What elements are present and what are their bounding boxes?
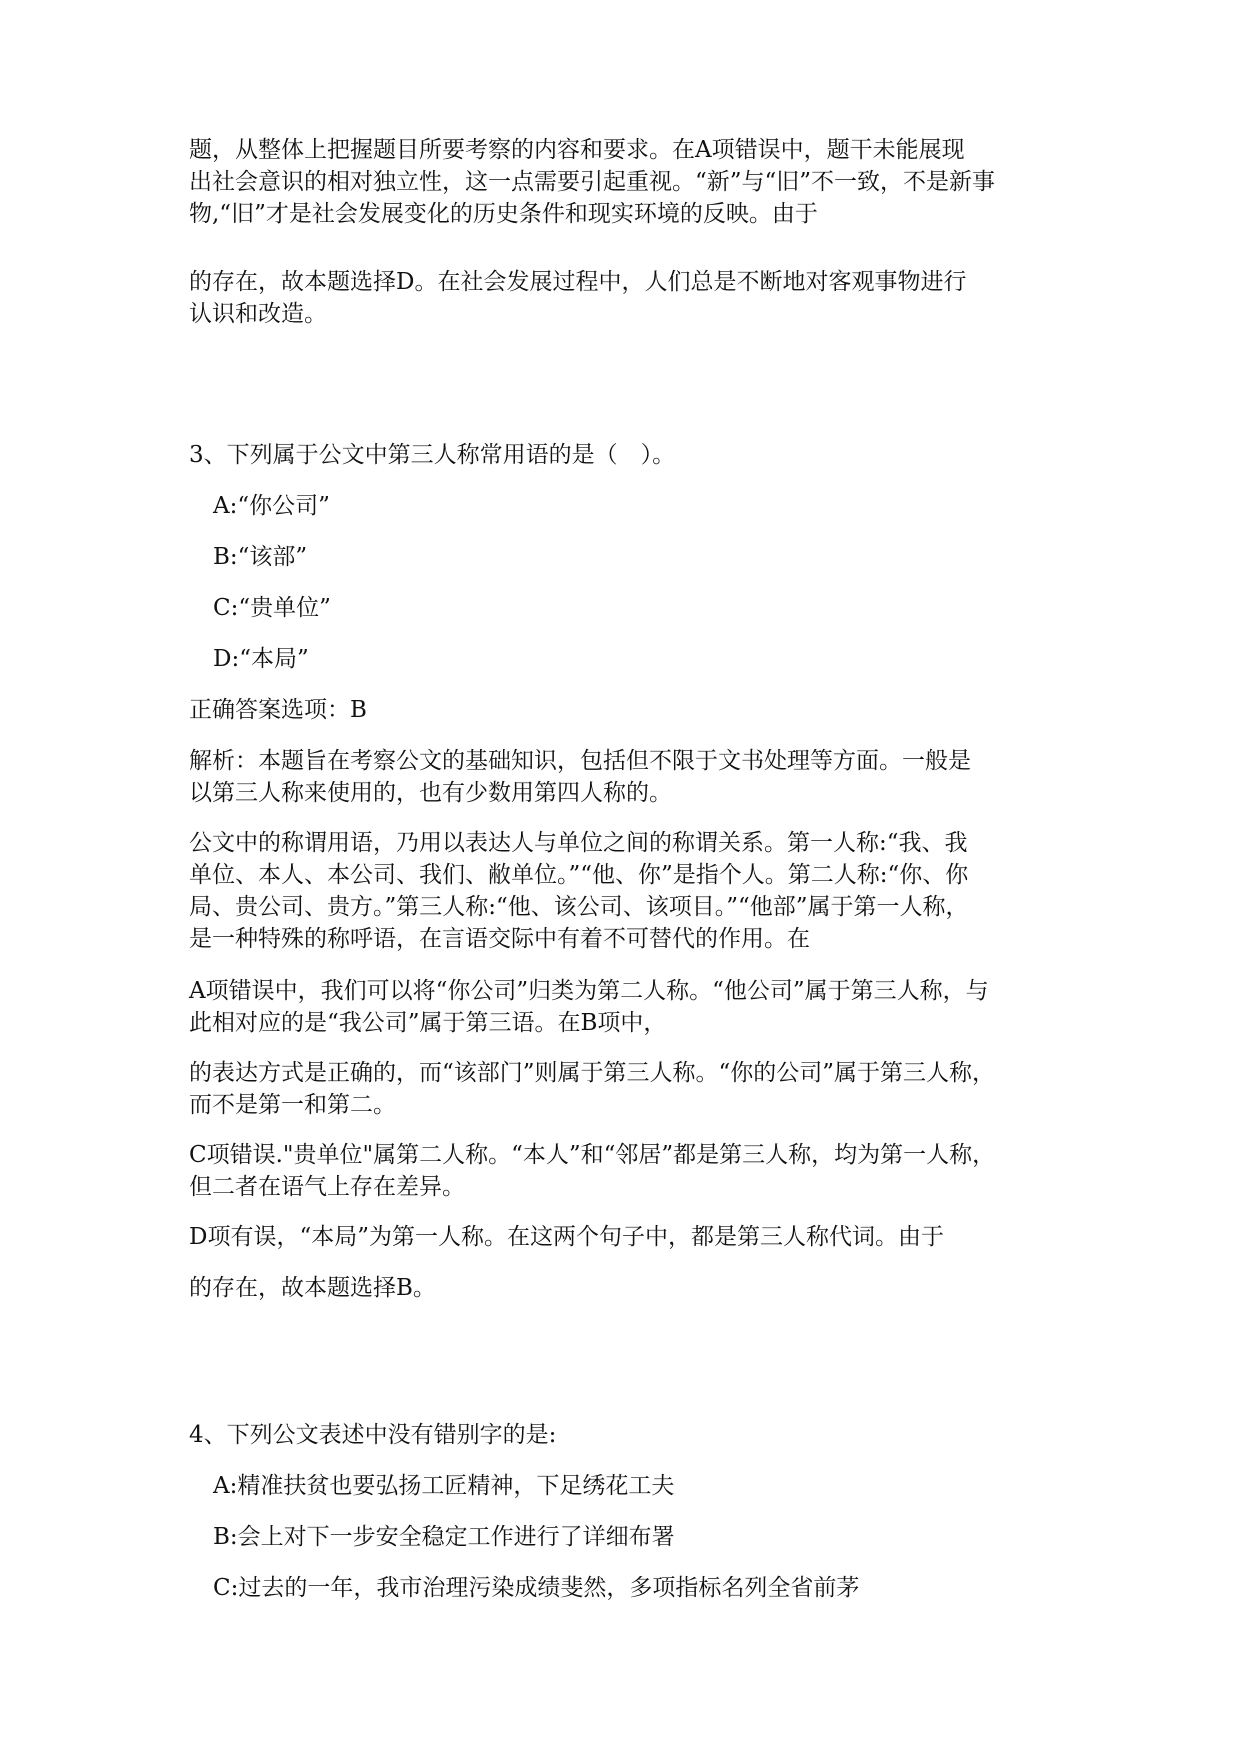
question-3-option-b: B:“该部” (213, 544, 308, 570)
question-3-analysis: 的存在，故本题选择B。 (189, 1275, 436, 1301)
question-3-analysis: 的表达方式是正确的，而“该部门”则属于第三人称。“你的公司”属于第三人称， 而不是第一和第二。 (189, 1060, 996, 1118)
question-3-analysis: D项有误，“本局”为第一人称。在这两个句子中，都是第三人称代词。由于 (189, 1224, 944, 1250)
question-4-option-b: B:会上对下一步安全稳定工作进行了详细布署 (213, 1524, 675, 1550)
prev-explanation-paragraph: 的存在，故本题选择D。在社会发展过程中，人们总是不断地对客观事物进行 认识和改造。 (189, 269, 967, 327)
question-4-option-a: A:精准扶贫也要弘扬工匠精神，下足绣花工夫 (213, 1473, 675, 1499)
question-3-analysis: 解析：本题旨在考察公文的基础知识，包括但不限于文书处理等方面。一般是 以第三人称来使用的，也有少数用第四人称的。 (189, 748, 971, 806)
question-3-option-a: A:“你公司” (213, 493, 330, 519)
question-3-stem: 3、下列属于公文中第三人称常用语的是（ ）。 (189, 442, 676, 468)
prev-explanation-paragraph: 题，从整体上把握题目所要考察的内容和要求。在A项错误中，题干未能展现 出社会意识的相对独立性，这一点需要引起重视。“新”与“旧”不一致，不是新事 物,“旧”才是社会发展变化的历史条件和现实环境的反映。由于 (189, 137, 996, 227)
question-4-stem: 4、下列公文表述中没有错别字的是: (189, 1422, 557, 1448)
question-4-option-c: C:过去的一年，我市治理污染成绩斐然，多项指标名列全省前茅 (213, 1575, 860, 1601)
question-3-answer: 正确答案选项：B (189, 697, 367, 723)
question-3-analysis: A项错误中，我们可以将“你公司”归类为第二人称。“他公司”属于第三人称，与 此相对应的是“我公司”属于第三语。在B项中， (189, 978, 989, 1036)
question-3-option-d: D:“本局” (213, 646, 309, 672)
question-3-option-c: C:“贵单位” (213, 595, 331, 621)
question-3-analysis: 公文中的称谓用语，乃用以表达人与单位之间的称谓关系。第一人称:“我、我 单位、本人、本公司、我们、敝单位。”“他、你”是指个人。第二人称:“你、你 局、贵公司、贵方。”第三人称:“他、该公司、该项目。”“他部”属于第一人称， 是一种特殊的称呼语，在言语交际中有着不可替代的作用。在 (189, 830, 969, 952)
question-3-analysis: C项错误."贵单位"属第二人称。“本人”和“邻居”都是第三人称，均为第一人称， 但二者在语气上存在差异。 (189, 1142, 996, 1200)
